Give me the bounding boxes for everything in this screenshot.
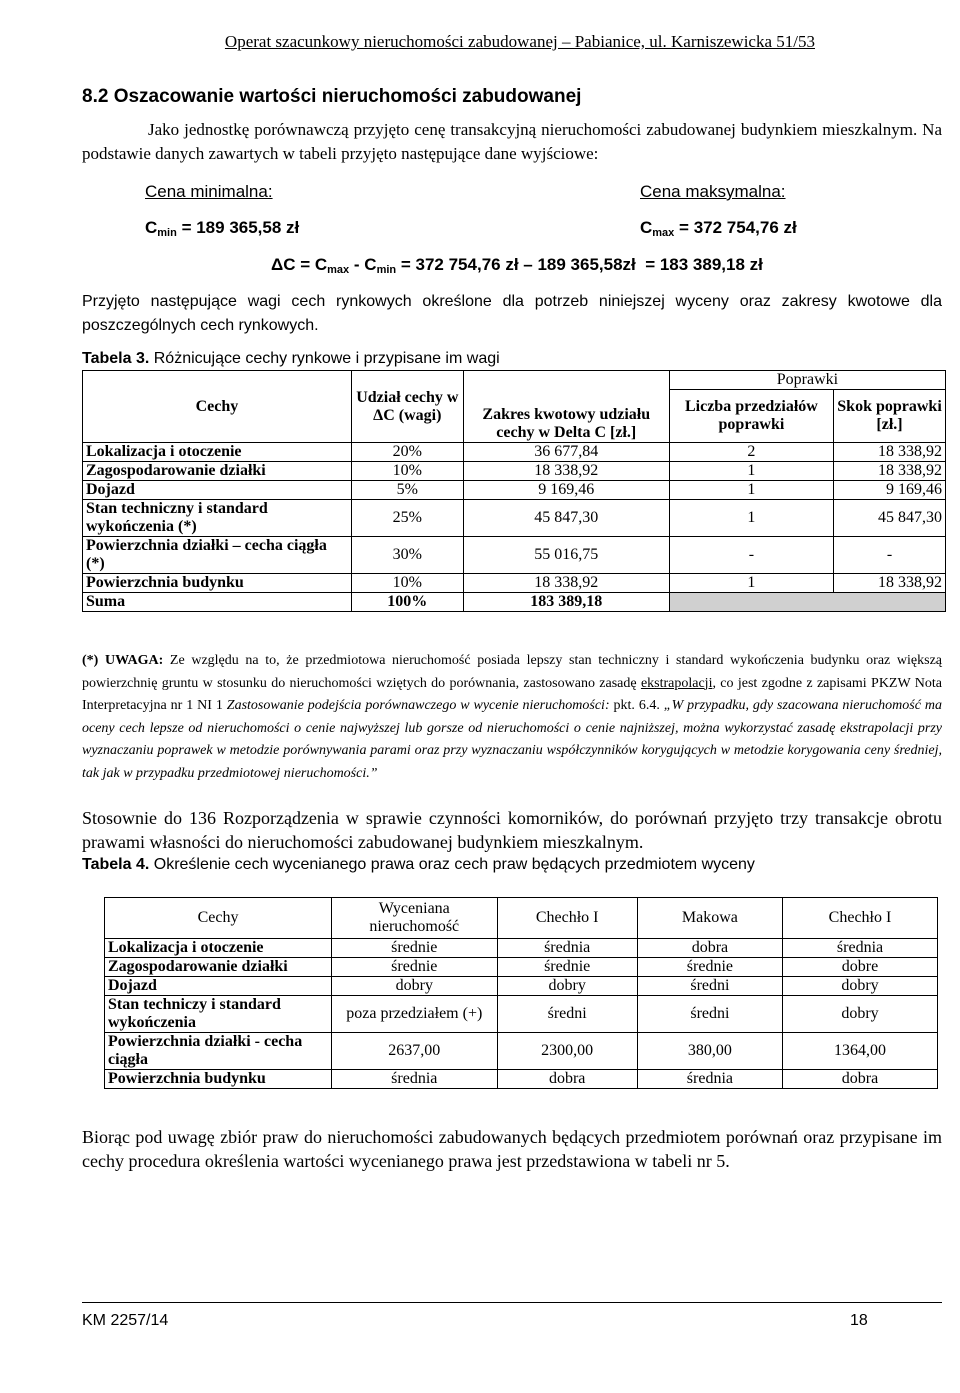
t4-cell: średnia: [497, 939, 637, 958]
table3-label: Tabela 3.: [82, 350, 150, 367]
table-row: [105, 977, 938, 996]
footer-ref: KM 2257/14: [82, 1312, 169, 1329]
uwaga-note: [82, 650, 942, 785]
table3-header-row-1: [83, 371, 946, 390]
t3-cell-weight: 20%: [351, 443, 463, 462]
table4-caption: [82, 856, 755, 874]
table4-caption-text: Określenie cech wycenianego prawa oraz cech praw będących przedmiotem wyceny: [149, 856, 755, 873]
t3-sum-range: 183 389,18: [463, 593, 669, 612]
t3-cell-weight: 5%: [351, 481, 463, 500]
delta-mid: - C: [349, 255, 377, 274]
t4-cell-name: Dojazd: [105, 977, 332, 996]
note-italic-2: „W przypadku, gdy szacowana nieruchomość ma oceny cech lepsze od nieruchomości o cenie najwyższej lub gorsze od nieruchomości o cenie najniższej, można wykorzystać zasadę ekstrapolacji przy wyznaczaniu poprawek w metodzie porównywania parami oraz przy wyznaczaniu współczynników korygujących w metodzie korygowania ceny średniej, tak jak w przypadku przedmiotowej nieruchomości.”: [82, 698, 942, 781]
table4: [104, 897, 938, 1089]
t3-cell-name: Powierzchnia budynku: [83, 574, 352, 593]
max-value: = 372 754,76 zł: [679, 218, 797, 237]
t4-cell: dobry: [783, 977, 938, 996]
t3-sum-label: Suma: [83, 593, 352, 612]
t3-h-cechy: Cechy: [83, 371, 352, 443]
t3-cell-count: 1: [669, 462, 833, 481]
min-value: = 189 365,58 zł: [181, 218, 300, 237]
t3-cell-weight: 25%: [351, 500, 463, 537]
t4-cell: średnia: [332, 1070, 498, 1089]
t4-h-c3: Chechło I: [783, 898, 938, 939]
delta-prefix: ΔC = C: [271, 255, 328, 274]
t3-h-skok: Skok poprawki [zł.]: [834, 390, 946, 443]
t3-cell-count: 2: [669, 443, 833, 462]
t4-cell: dobra: [783, 1070, 938, 1089]
table3-caption-text: Różnicujące cechy rynkowe i przypisane im wagi: [149, 350, 500, 367]
t3-cell-name: Zagospodarowanie działki: [83, 462, 352, 481]
min-sub: min: [157, 227, 177, 239]
max-price-label: Cena maksymalna:: [640, 182, 786, 201]
t3-cell-weight: 10%: [351, 462, 463, 481]
t4-cell: średnie: [497, 958, 637, 977]
footer-rule: [82, 1302, 942, 1303]
t3-h-zakres: Zakres kwotowy udziału cechy w Delta C [zł.]: [463, 371, 669, 443]
t3-sum-weight: 100%: [351, 593, 463, 612]
t3-cell-name: Lokalizacja i otoczenie: [83, 443, 352, 462]
t3-h-poprawki: Poprawki: [669, 371, 945, 390]
footer-page-number: 18: [850, 1312, 868, 1329]
t4-cell: dobry: [497, 977, 637, 996]
t4-cell: średnie: [332, 939, 498, 958]
t4-cell: dobry: [783, 996, 938, 1033]
t3-cell-name: Powierzchnia działki – cecha ciągła (*): [83, 537, 352, 574]
table-row: [83, 462, 946, 481]
t3-cell-count: 1: [669, 481, 833, 500]
t4-cell: dobre: [783, 958, 938, 977]
t4-h-c2: Makowa: [637, 898, 782, 939]
t3-cell-range: 9 169,46: [463, 481, 669, 500]
t4-cell: średni: [637, 996, 782, 1033]
table-row: [83, 537, 946, 574]
t4-h-cechy: Cechy: [105, 898, 332, 939]
t4-cell: średnia: [783, 939, 938, 958]
t4-cell: 380,00: [637, 1033, 782, 1070]
table-row: [83, 481, 946, 500]
t4-cell: 1364,00: [783, 1033, 938, 1070]
t3-cell-step: 18 338,92: [834, 443, 946, 462]
t4-cell: średnia: [637, 1070, 782, 1089]
t3-cell-range: 45 847,30: [463, 500, 669, 537]
table3: [82, 370, 946, 612]
t4-cell: dobra: [637, 939, 782, 958]
t3-cell-step: 9 169,46: [834, 481, 946, 500]
min-price-label: Cena minimalna:: [145, 182, 273, 201]
page-header-title: Operat szacunkowy nieruchomości zabudowanej – Pabianice, ul. Karniszewicka 51/53: [224, 32, 815, 51]
table-row: [83, 500, 946, 537]
table-row: [83, 574, 946, 593]
t3-cell-step: 18 338,92: [834, 462, 946, 481]
note-text-3: pkt. 6.4.: [609, 698, 664, 713]
t4-h-wyceniana: Wyceniana nieruchomość: [332, 898, 498, 939]
t3-cell-weight: 10%: [351, 574, 463, 593]
table4-header-row: [105, 898, 938, 939]
closing-paragraph: Biorąc pod uwagę zbiór praw do nieruchomości zabudowanych będących przedmiotem porównań oraz przypisane im cechy procedura określenia wartości wycenianego prawa jest przedstawiona w tabeli nr 5.: [82, 1127, 942, 1171]
t4-cell: dobra: [497, 1070, 637, 1089]
delta-sub-min: min: [376, 264, 397, 276]
t3-cell-step: 18 338,92: [834, 574, 946, 593]
t3-h-udzial: Udział cechy w ΔC (wagi): [351, 371, 463, 443]
note-text-2: , co jest zgodne z zapisami PKZW Nota Interpretacyjna nr 1 NI 1: [82, 675, 942, 713]
t3-cell-count: 1: [669, 500, 833, 537]
note-text-1: Ze względu na to, że przedmiotowa nieruchomość posiada lepszy stan techniczny i standard wykończenia budynku oraz większą powierzchnię gruntu w stosunku do nieruchomości wziętych do porównania, zastosowano zasadę: [82, 653, 942, 691]
t3-h-liczba: Liczba przedziałów poprawki: [669, 390, 833, 443]
t3-cell-range: 18 338,92: [463, 462, 669, 481]
note-italic-1: Zastosowanie podejścia porównawczego w wycenie nieruchomości:: [226, 698, 610, 713]
t3-cell-weight: 30%: [351, 537, 463, 574]
delta-sub-max: max: [327, 264, 350, 276]
table4-label: Tabela 4.: [82, 856, 150, 873]
table3-caption: [82, 350, 500, 368]
t4-cell: średnie: [637, 958, 782, 977]
t3-cell-step: -: [834, 537, 946, 574]
intro-paragraph: Jako jednostkę porównawczą przyjęto cenę transakcyjną nieruchomości zabudowanej budynkiem mieszkalnym. Na podstawie danych zawartych w tabeli przyjęto następujące dane wyjściowe:: [82, 120, 942, 163]
delta-formula: [271, 255, 763, 275]
table-row: [105, 1033, 938, 1070]
t4-cell-name: Zagospodarowanie działki: [105, 958, 332, 977]
max-price-value: [640, 218, 797, 238]
table-row: [105, 958, 938, 977]
min-symbol: C: [145, 218, 158, 237]
delta-rest: = 372 754,76 zł – 189 365,58zł = 183 389,18 zł: [396, 255, 763, 274]
note-ekstrapolacja: ekstrapolacji: [640, 675, 713, 691]
t4-cell-name: Stan techniczy i standard wykończenia: [105, 996, 332, 1033]
t3-cell-count: -: [669, 537, 833, 574]
weights-paragraph: Przyjęto następujące wagi cech rynkowych określone dla potrzeb niniejszej wyceny oraz zakresy kwotowe dla poszczególnych cech rynkowych.: [82, 293, 942, 334]
t4-cell: średnie: [332, 958, 498, 977]
section-heading: 8.2 Oszacowanie wartości nieruchomości zabudowanej: [82, 86, 582, 107]
table3-sum-row: [83, 593, 946, 612]
max-symbol: C: [640, 218, 653, 237]
t4-cell-name: Powierzchnia budynku: [105, 1070, 332, 1089]
t4-cell-name: Lokalizacja i otoczenie: [105, 939, 332, 958]
t4-cell: 2300,00: [497, 1033, 637, 1070]
t3-cell-range: 18 338,92: [463, 574, 669, 593]
table-row: [105, 996, 938, 1033]
max-sub: max: [652, 227, 675, 239]
t3-cell-count: 1: [669, 574, 833, 593]
t4-cell: 2637,00: [332, 1033, 498, 1070]
table-row: [105, 939, 938, 958]
t4-cell: średni: [637, 977, 782, 996]
t4-cell: poza przedziałem (+): [332, 996, 498, 1033]
t3-cell-range: 36 677,84: [463, 443, 669, 462]
t4-h-c1: Chechło I: [497, 898, 637, 939]
table-row: [83, 443, 946, 462]
t3-sum-empty: [669, 593, 945, 612]
para-136: Stosownie do 136 Rozporządzenia w sprawie czynności komorników, do porównań przyjęto trzy transakcje obrotu prawami własności do nieruchomości zabudowanej budynkiem mieszkalnym.: [82, 808, 942, 852]
t4-cell: średni: [497, 996, 637, 1033]
min-price-value: [145, 218, 299, 238]
t3-cell-step: 45 847,30: [834, 500, 946, 537]
t3-cell-name: Stan techniczny i standard wykończenia (*): [83, 500, 352, 537]
t3-cell-range: 55 016,75: [463, 537, 669, 574]
table-row: [105, 1070, 938, 1089]
t4-cell: dobry: [332, 977, 498, 996]
t4-cell-name: Powierzchnia działki - cecha ciągła: [105, 1033, 332, 1070]
note-lead: (*) UWAGA:: [82, 653, 164, 668]
t3-cell-name: Dojazd: [83, 481, 352, 500]
